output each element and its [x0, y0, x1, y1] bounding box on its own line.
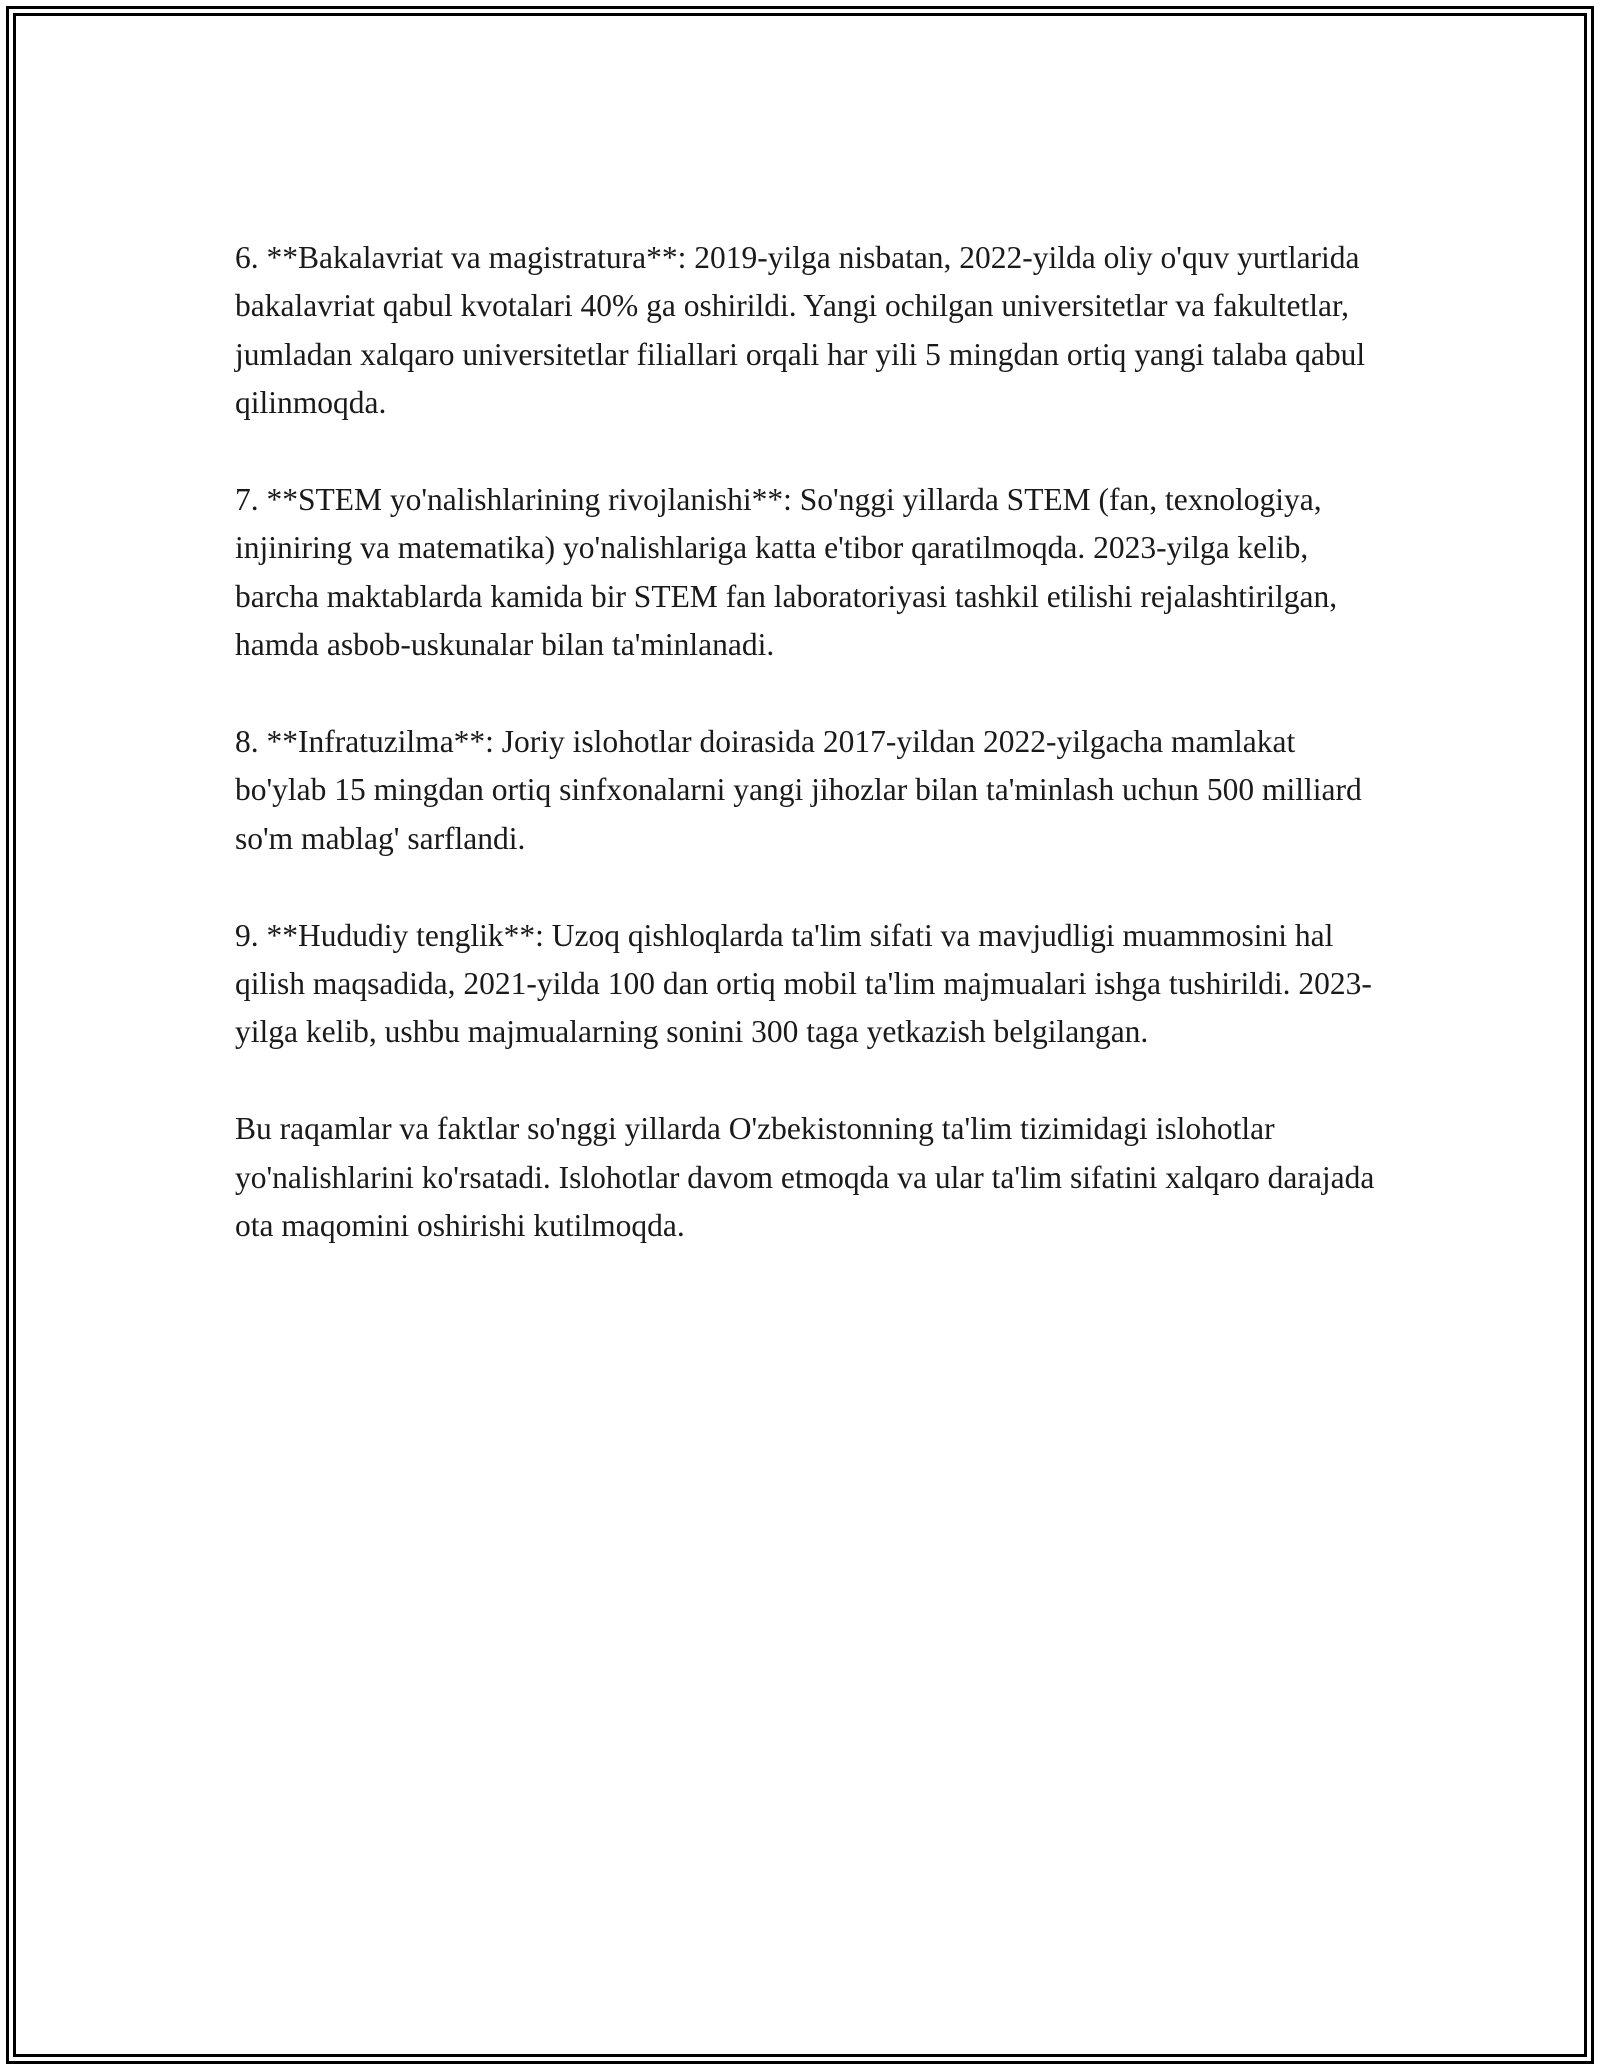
paragraph-bakalavriat: 6. **Bakalavriat va magistratura**: 2019-yilga nisbatan, 2022-yilda oliy o'quv yurtlarida bakalavriat qabul kvotalari 40% ga oshirildi. Yangi ochilgan universitetlar va fakultetlar, jumladan xalqaro universitetlar filiallari orqali har yili 5 mingdan ortiq yangi talaba qabul qilinmoqda.	[235, 240, 1366, 421]
paragraph-stem: 7. **STEM yo'nalishlarining rivojlanishi**: So'nggi yillarda STEM (fan, texnologiya, injiniring va matematika) yo'nalishlariga katta e'tibor qaratilmoqda. 2023-yilga kelib, barcha maktablarda kamida bir STEM fan laboratoriyasi tashkil etilishi rejalashtirilgan, hamda asbob-uskunalar bilan ta'minlanadi.	[235, 482, 1338, 663]
document-body	[235, 234, 1385, 1250]
paragraph-conclusion: Bu raqamlar va faktlar so'nggi yillarda O'zbekistonning ta'lim tizimidagi islohotlar yo'nalishlarini ko'rsatadi. Islohotlar davom etmoqda va ular ta'lim sifatini xalqaro darajada ota maqomini oshirishi kutilmoqda.	[235, 1111, 1375, 1244]
paragraph-hududiy-tenglik: 9. **Hududiy tenglik**: Uzoq qishloqlarda ta'lim sifati va mavjudligi muammosini hal qilish maqsadida, 2021-yilda 100 dan ortiq mobil ta'lim majmualari ishga tushirildi. 2023-yilga kelib, ushbu majmualarning sonini 300 taga yetkazish belgilangan.	[235, 917, 1372, 1050]
paragraph-infratuzilma: 8. **Infratuzilma**: Joriy islohotlar doirasida 2017-yildan 2022-yilgacha mamlakat bo'ylab 15 mingdan ortiq sinfxonalarni yangi jihozlar bilan ta'minlash uchun 500 milliard so'm mablag' sarflandi.	[235, 724, 1362, 856]
